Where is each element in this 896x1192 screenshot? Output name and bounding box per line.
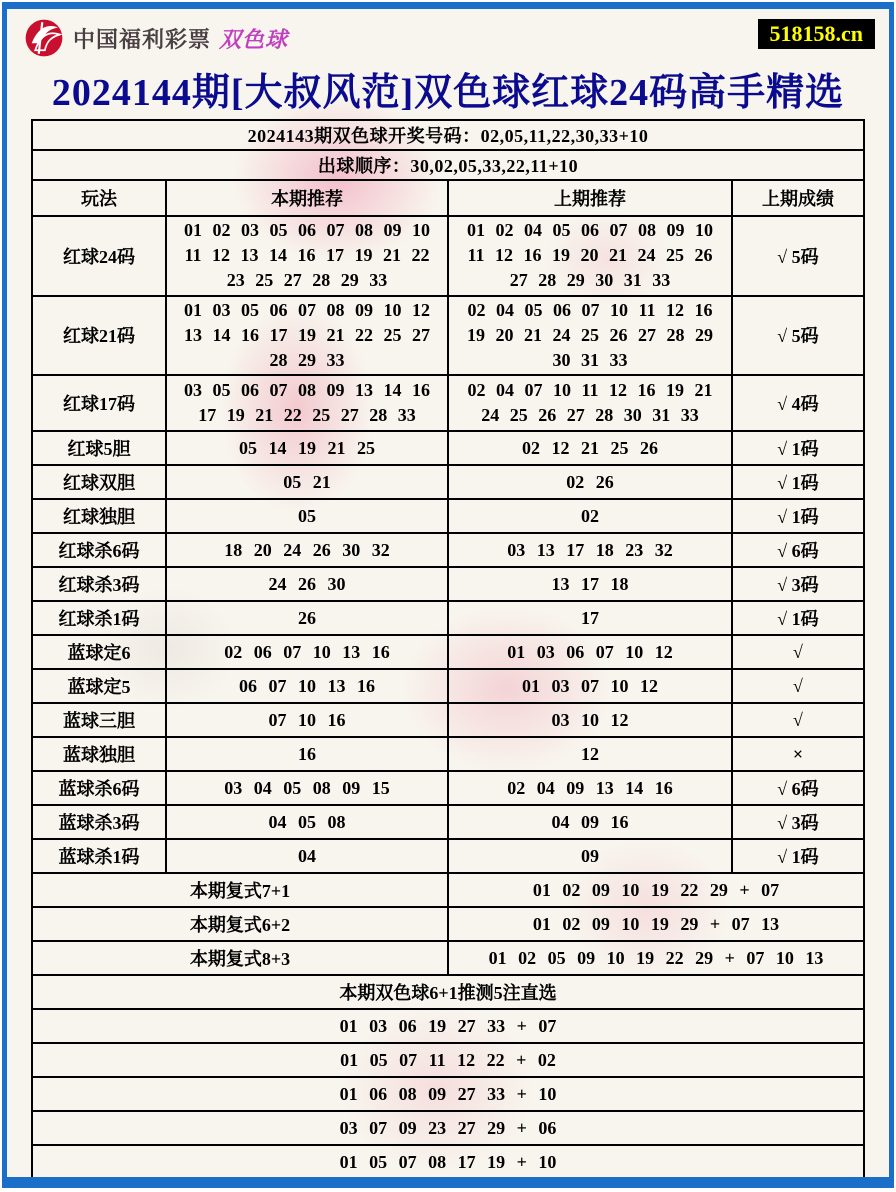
play-label: 蓝球杀1码 <box>32 839 166 873</box>
result-badge: √ 3码 <box>732 805 864 839</box>
col-header-result: 上期成绩 <box>732 180 864 216</box>
duplex-label: 本期复式6+2 <box>32 907 448 941</box>
col-header-current: 本期推荐 <box>166 180 448 216</box>
duplex-numbers: 01 02 09 10 19 22 29 + 07 <box>448 873 864 907</box>
result-badge: √ 6码 <box>732 533 864 567</box>
previous-numbers: 02 04 07 10 11 12 16 19 21 24 25 26 27 28 30 31 33 <box>448 375 732 431</box>
prediction-table <box>31 119 865 1180</box>
previous-numbers: 03 10 12 <box>448 703 732 737</box>
play-label: 蓝球杀3码 <box>32 805 166 839</box>
previous-numbers: 02 04 09 13 14 16 <box>448 771 732 805</box>
duplex-label: 本期复式7+1 <box>32 873 448 907</box>
table-row <box>32 465 864 499</box>
table-row <box>32 533 864 567</box>
play-label: 红球24码 <box>32 216 166 296</box>
current-numbers: 03 04 05 08 09 15 <box>166 771 448 805</box>
previous-numbers: 02 12 21 25 26 <box>448 431 732 465</box>
direct-numbers: 01 05 07 08 17 19 + 10 <box>32 1145 864 1179</box>
result-badge: √ 5码 <box>732 216 864 296</box>
current-numbers: 04 <box>166 839 448 873</box>
play-label: 蓝球定5 <box>32 669 166 703</box>
duplex-row <box>32 873 864 907</box>
result-badge: √ 1码 <box>732 431 864 465</box>
previous-numbers: 01 03 06 07 10 12 <box>448 635 732 669</box>
play-label: 红球21码 <box>32 296 166 376</box>
table-row <box>32 375 864 431</box>
result-badge: √ 1码 <box>732 465 864 499</box>
table-row <box>32 669 864 703</box>
result-badge: √ 1码 <box>732 499 864 533</box>
current-numbers: 24 26 30 <box>166 567 448 601</box>
direct-row <box>32 1111 864 1145</box>
table-row <box>32 805 864 839</box>
current-numbers: 18 20 24 26 30 32 <box>166 533 448 567</box>
table-row <box>32 296 864 376</box>
brand-product-name: 双色球 <box>219 26 289 52</box>
current-numbers: 05 <box>166 499 448 533</box>
table-row <box>32 601 864 635</box>
previous-numbers: 02 26 <box>448 465 732 499</box>
draw-order: 出球顺序：30,02,05,33,22,11+10 <box>32 150 864 180</box>
previous-numbers: 13 17 18 <box>448 567 732 601</box>
current-numbers: 16 <box>166 737 448 771</box>
cfp-logo-icon <box>23 17 65 59</box>
table-row <box>32 431 864 465</box>
current-numbers: 07 10 16 <box>166 703 448 737</box>
previous-numbers: 01 02 04 05 06 07 08 09 10 11 12 16 19 20 21 24 25 26 27 28 29 30 31 33 <box>448 216 732 296</box>
direct-row <box>32 1145 864 1179</box>
play-label: 蓝球独胆 <box>32 737 166 771</box>
direct-numbers: 01 06 08 09 27 33 + 10 <box>32 1077 864 1111</box>
current-numbers: 06 07 10 13 16 <box>166 669 448 703</box>
table-row <box>32 216 864 296</box>
play-label: 红球杀1码 <box>32 601 166 635</box>
table-row <box>32 499 864 533</box>
play-label: 蓝球三胆 <box>32 703 166 737</box>
current-numbers: 01 03 05 06 07 08 09 10 12 13 14 16 17 19 21 22 25 27 28 29 33 <box>166 296 448 376</box>
play-label: 蓝球杀6码 <box>32 771 166 805</box>
direct-row <box>32 1043 864 1077</box>
duplex-numbers: 01 02 05 09 10 19 22 29 + 07 10 13 <box>448 941 864 975</box>
play-label: 红球杀3码 <box>32 567 166 601</box>
result-badge: √ <box>732 703 864 737</box>
current-numbers: 01 02 03 05 06 07 08 09 10 11 12 13 14 16 17 19 21 22 23 25 27 28 29 33 <box>166 216 448 296</box>
direct-row <box>32 1077 864 1111</box>
page-title: 2024144期[大叔风范]双色球红球24码高手精选 <box>51 72 845 114</box>
play-label: 红球双胆 <box>32 465 166 499</box>
current-numbers: 05 14 19 21 25 <box>166 431 448 465</box>
brand-name: 中国福利彩票 <box>73 26 212 52</box>
play-label: 红球独胆 <box>32 499 166 533</box>
duplex-label: 本期复式8+3 <box>32 941 448 975</box>
previous-numbers: 09 <box>448 839 732 873</box>
direct-header: 本期双色球6+1推测5注直选 <box>32 975 864 1009</box>
result-badge: √ <box>732 635 864 669</box>
play-label: 红球5胆 <box>32 431 166 465</box>
current-numbers: 04 05 08 <box>166 805 448 839</box>
direct-row <box>32 1009 864 1043</box>
col-header-previous: 上期推荐 <box>448 180 732 216</box>
direct-header-row <box>32 975 864 1009</box>
table-row <box>32 839 864 873</box>
previous-numbers: 01 03 07 10 12 <box>448 669 732 703</box>
current-numbers: 05 21 <box>166 465 448 499</box>
duplex-row <box>32 907 864 941</box>
header <box>7 9 889 69</box>
result-badge: √ 1码 <box>732 601 864 635</box>
col-header-play: 玩法 <box>32 180 166 216</box>
direct-numbers: 03 07 09 23 27 29 + 06 <box>32 1111 864 1145</box>
table-row <box>32 737 864 771</box>
current-numbers: 02 06 07 10 13 16 <box>166 635 448 669</box>
play-label: 红球17码 <box>32 375 166 431</box>
result-badge: √ 3码 <box>732 567 864 601</box>
previous-numbers: 04 09 16 <box>448 805 732 839</box>
page <box>2 2 894 1188</box>
site-badge: 518158.cn <box>758 19 876 49</box>
result-badge: × <box>732 737 864 771</box>
previous-numbers: 12 <box>448 737 732 771</box>
result-badge: √ 5码 <box>732 296 864 376</box>
result-badge: √ <box>732 669 864 703</box>
play-label: 蓝球定6 <box>32 635 166 669</box>
result-badge: √ 1码 <box>732 839 864 873</box>
direct-numbers: 01 03 06 19 27 33 + 07 <box>32 1009 864 1043</box>
previous-numbers: 02 <box>448 499 732 533</box>
table-row <box>32 703 864 737</box>
table-row <box>32 567 864 601</box>
current-numbers: 03 05 06 07 08 09 13 14 16 17 19 21 22 25 27 28 33 <box>166 375 448 431</box>
play-label: 红球杀6码 <box>32 533 166 567</box>
table-row <box>32 771 864 805</box>
last-draw-numbers: 2024143期双色球开奖号码：02,05,11,22,30,33+10 <box>32 120 864 150</box>
current-numbers: 26 <box>166 601 448 635</box>
previous-numbers: 02 04 05 06 07 10 11 12 16 19 20 21 24 25 26 27 28 29 30 31 33 <box>448 296 732 376</box>
duplex-numbers: 01 02 09 10 19 29 + 07 13 <box>448 907 864 941</box>
direct-numbers: 01 05 07 11 12 22 + 02 <box>32 1043 864 1077</box>
result-badge: √ 4码 <box>732 375 864 431</box>
previous-numbers: 17 <box>448 601 732 635</box>
table-row <box>32 635 864 669</box>
duplex-row <box>32 941 864 975</box>
result-badge: √ 6码 <box>732 771 864 805</box>
previous-numbers: 03 13 17 18 23 32 <box>448 533 732 567</box>
